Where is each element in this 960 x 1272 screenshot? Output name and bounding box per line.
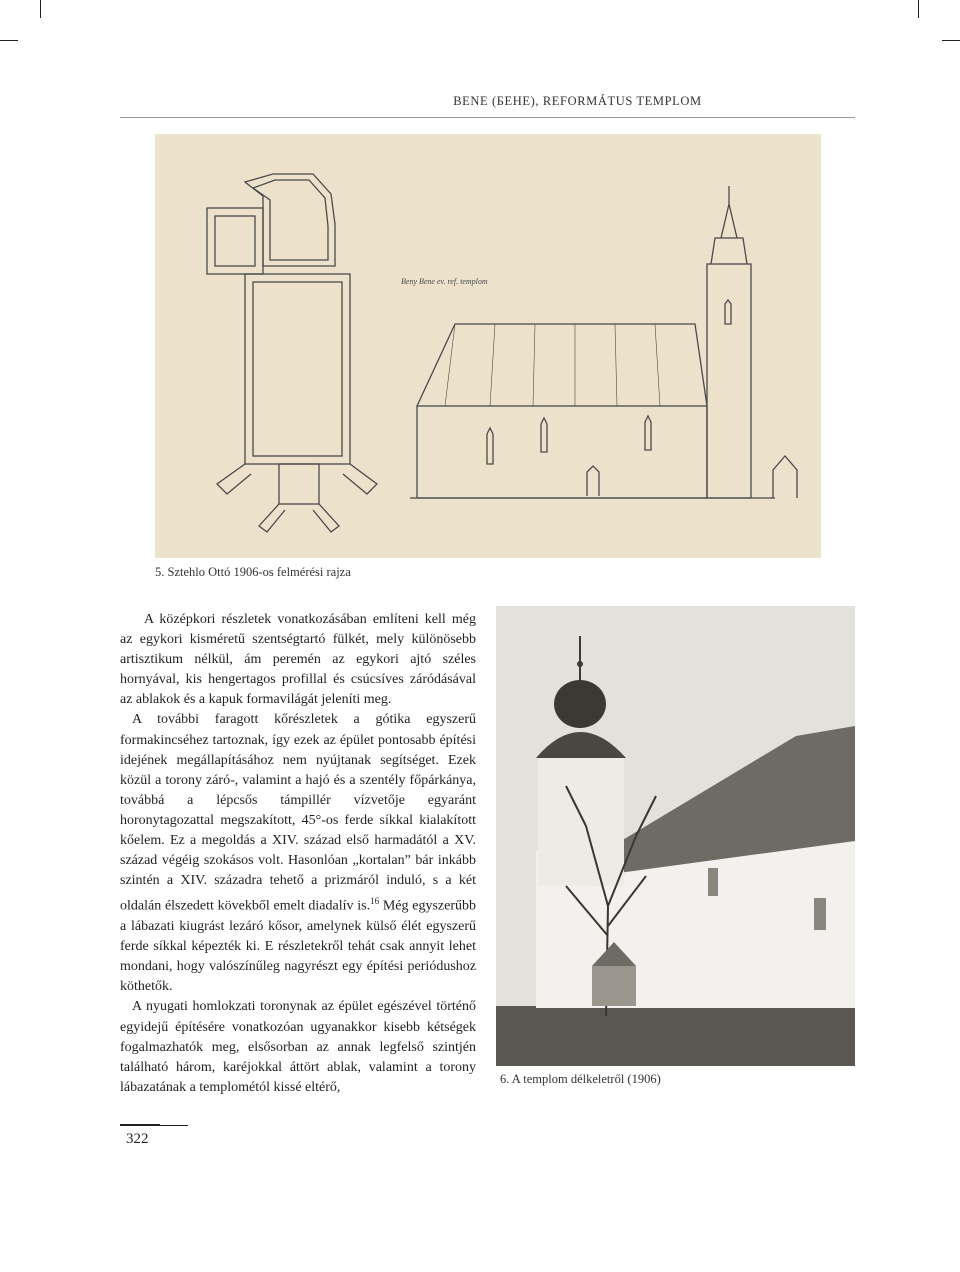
plan-apse <box>245 174 335 266</box>
photo-window-2 <box>814 898 826 930</box>
body-paragraph-2-continued: Még egyszerűbb a lábazati kiugrást lezáró kősor, amelynek külső élét egyszerű ferde síkkal képezték ki. E részletekről tehát csak annyit lehet mondani, hogy valószínűleg nagyrészt egy építési periódushoz köthetők. <box>120 898 476 995</box>
crop-mark-top-left-v <box>40 0 41 18</box>
figure-5-caption: 5. Sztehlo Ottó 1906-os felmérési rajza <box>155 565 351 579</box>
crop-mark-top-right-h <box>942 40 960 41</box>
plan-sacristy-inner <box>215 216 255 266</box>
elevation-tower-window <box>725 300 731 324</box>
drawing-label: Beny Bene ev. ref. templom <box>401 277 488 286</box>
footnote-reference: 16 <box>370 896 380 907</box>
footer-rule-thin <box>160 1125 188 1126</box>
plan-nave-inner <box>253 282 342 456</box>
elevation-roof <box>417 324 707 406</box>
crop-mark-top-right-v <box>918 0 919 18</box>
survey-drawing-figure <box>155 134 821 558</box>
elevation-window-2 <box>541 418 547 452</box>
elevation-window-3 <box>645 416 651 450</box>
plan-buttress-left <box>217 464 251 494</box>
plan-buttress-low-left <box>259 504 285 532</box>
church-photo-svg <box>496 606 855 1066</box>
page-number: 322 <box>126 1131 149 1147</box>
survey-drawing-svg <box>155 134 821 558</box>
footer-rule <box>120 1124 160 1126</box>
elevation-nave-wall <box>417 406 707 498</box>
photo-window-1 <box>708 868 718 896</box>
header-divider <box>120 117 855 118</box>
elevation-tower-top <box>711 238 747 264</box>
plan-tower <box>279 464 319 504</box>
photo-tower <box>538 756 624 886</box>
body-paragraph-2 <box>120 710 476 997</box>
plan-buttress-low-right <box>313 504 339 532</box>
body-paragraph-1: A középkori részletek vonatkozásában említeni kell még az egykori kisméretű szentségtartó fülkét, mely különösebb artisztikum nélkül, ám peremén az egykori ajtó széles hornyával, kis hengertagos profillal és csúcsíves záródásával az ablakok és a kapuk formavilágát jeleníti meg. <box>120 612 476 708</box>
elevation-door <box>587 466 599 496</box>
plan-nave <box>245 274 350 464</box>
detail-arch <box>773 456 797 498</box>
body-paragraph-3: A nyugati homlokzati toronynak az épület egészével történő egyidejű építésére vonatkozóan ugyanakkor kisebb kétségek fogalmazhatók meg, elsősorban az annak legfelső szintjén található három, karéjokkal áttört ablak, valamint a torony lábazatának a templométól kissé eltérő, <box>120 999 476 1095</box>
body-paragraph-2-text: A további faragott kőrészletek a gótika egyszerű formakincséhez tartoznak, így ezek az épület pontosabb építési idejének megállapításához nem nyújtanak segítséget. Ezek közül a torony záró-, valamint a hajó és a szentély főpárkánya, továbbá a lépcsős támpillér vízvetője egyaránt horonytagozattal megszakított, 45°-os ferde síkkal kialakított kőelem. Ez a megoldás a XIV. század első harmadától a XV. század végéig szokásos volt. Hasonlóan „kortalan” bár inkább szintén a XIV. századra tehető a prizmáról induló, s a két oldalán élszedett kövekből emelt diadalív is. <box>120 712 476 914</box>
photo-ground <box>496 1006 855 1066</box>
elevation-spire <box>721 204 737 238</box>
photo-tower-dome <box>554 680 606 728</box>
plan-buttress-right <box>343 464 377 494</box>
church-photo <box>496 606 855 1066</box>
plan-apse-inner <box>253 180 328 260</box>
body-text-column <box>120 610 476 1098</box>
crop-mark-top-left-h <box>0 40 18 41</box>
running-header: BENE (БЕНЕ), REFORMÁTUS TEMPLOM <box>453 94 702 108</box>
elevation-tower <box>707 264 751 498</box>
figure-6-caption: 6. A templom délkeletről (1906) <box>500 1072 661 1086</box>
elevation-window-1 <box>487 428 493 464</box>
